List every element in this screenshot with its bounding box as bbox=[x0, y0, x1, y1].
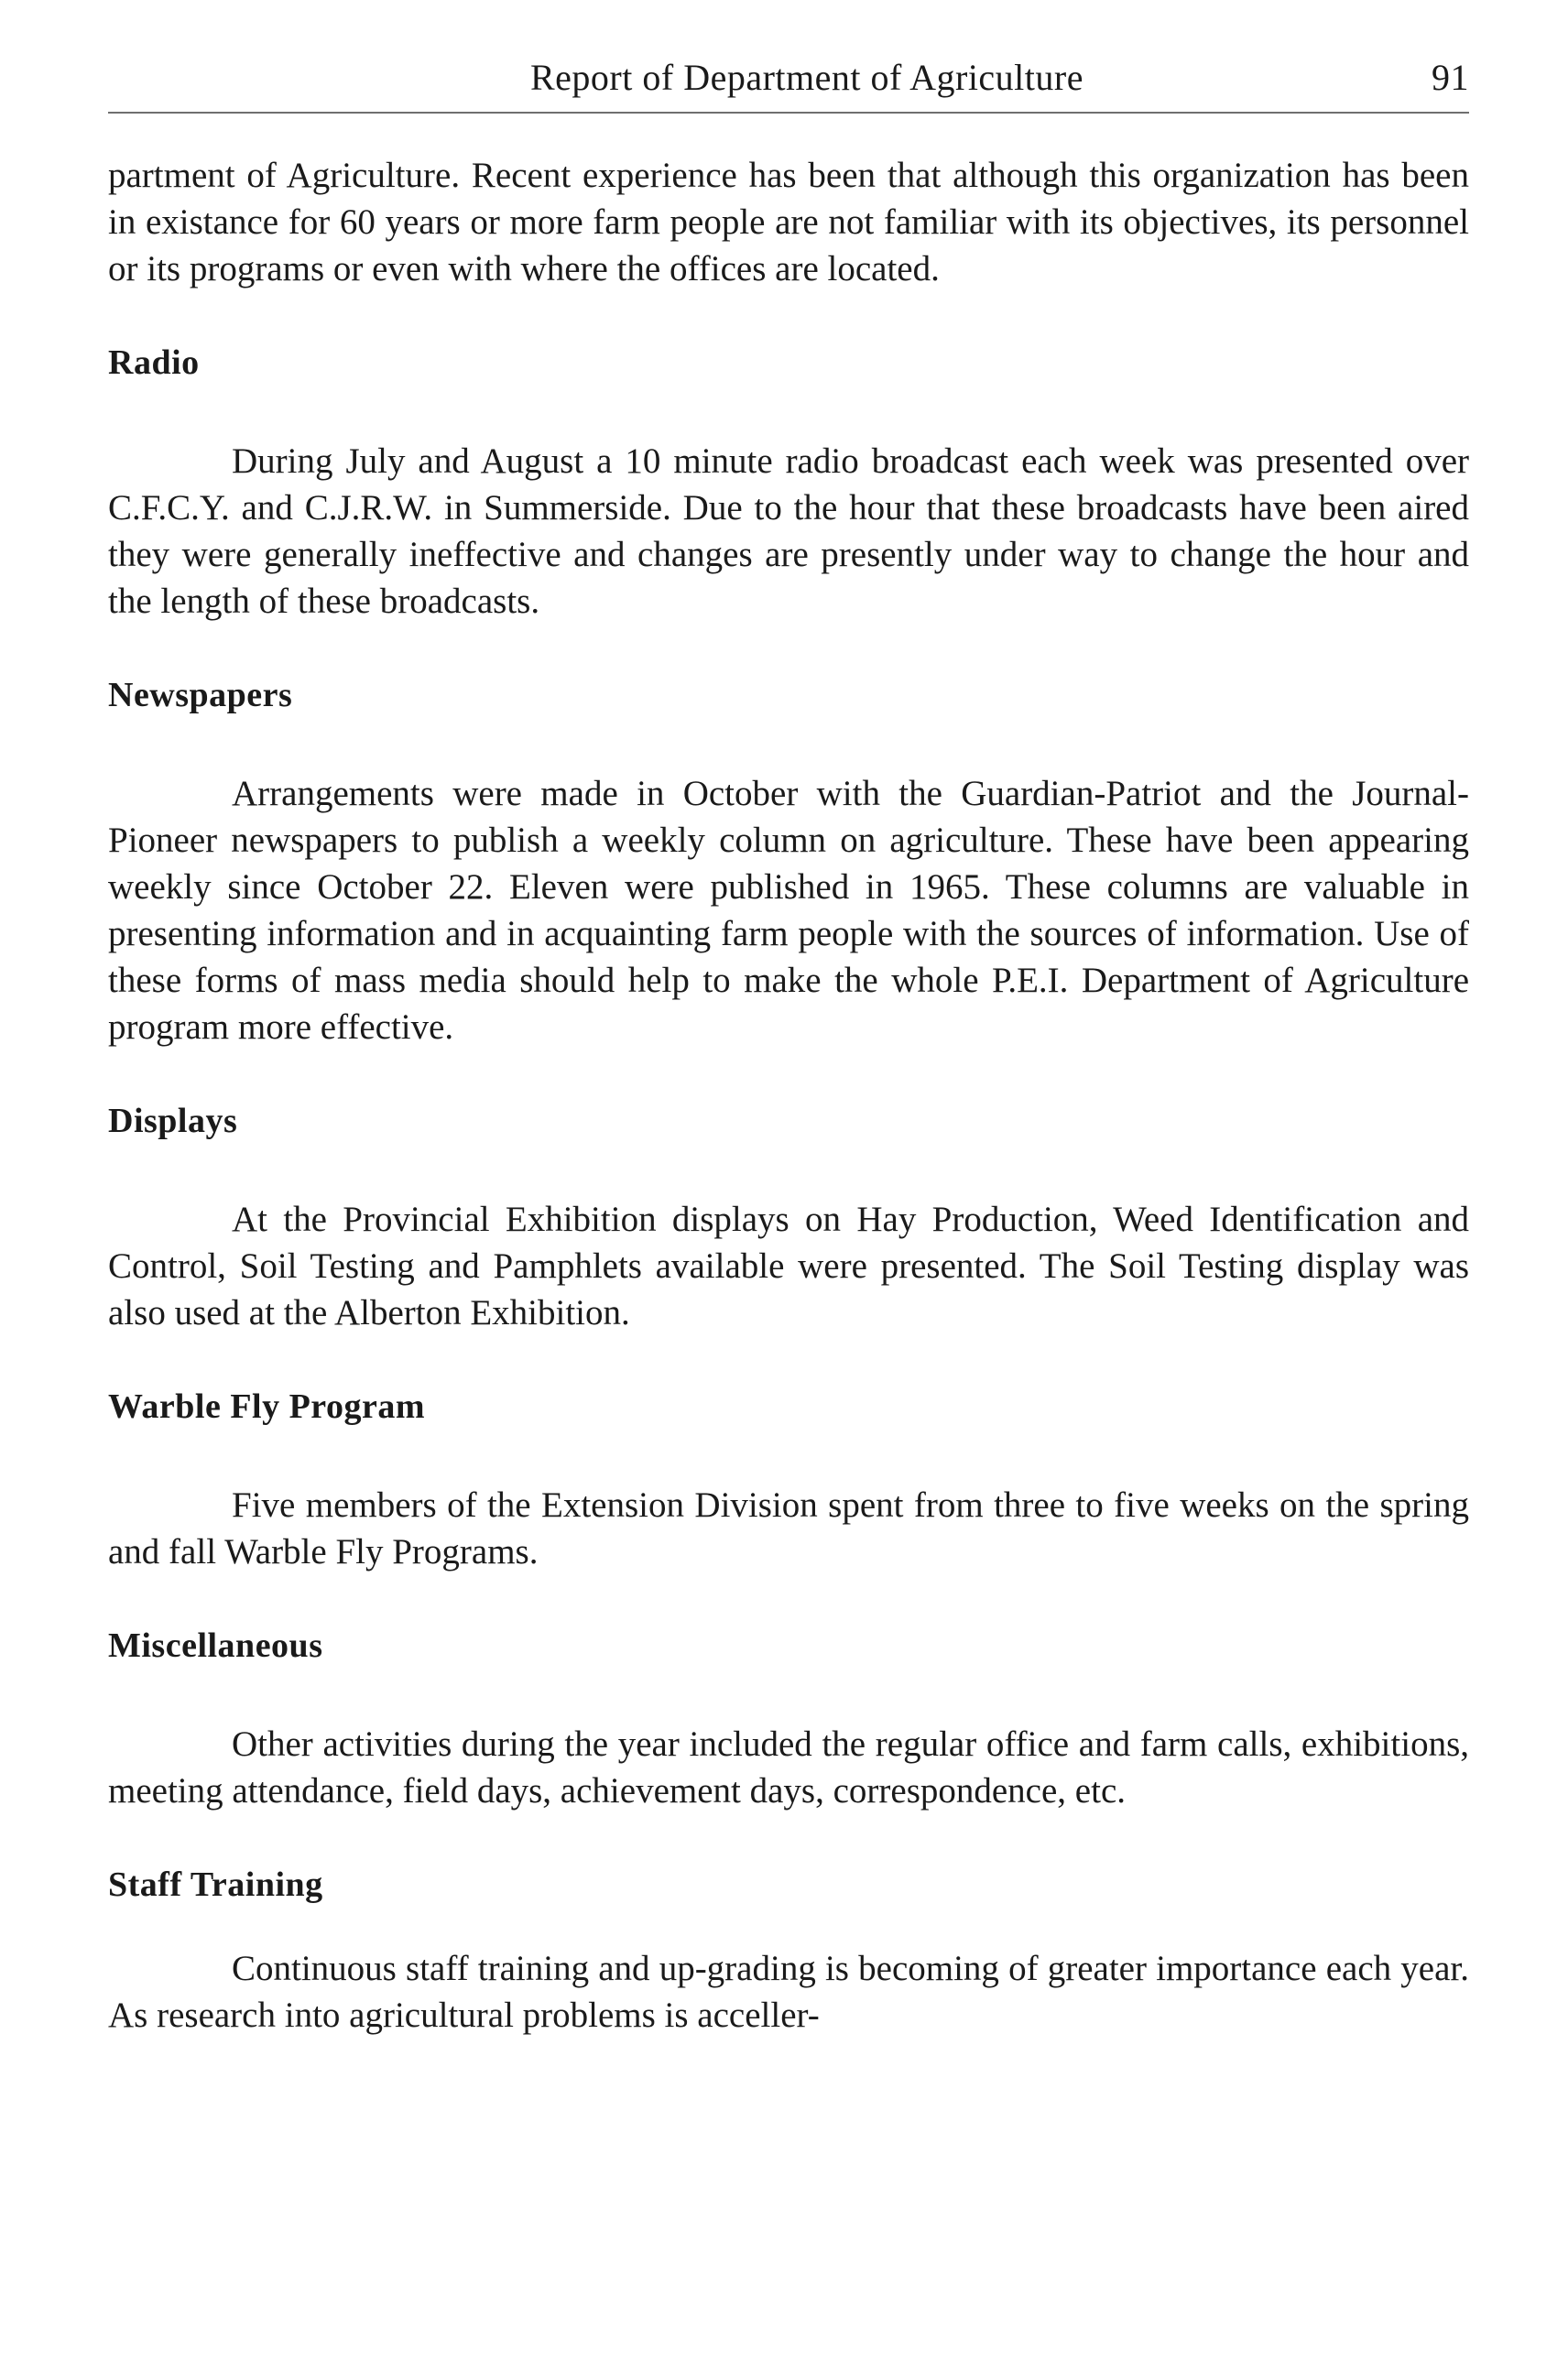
section-body-miscellaneous: Other activities during the year included the regular office and farm calls, exhibitions, meeting attendance, field days, achievement days, correspondence, etc. bbox=[108, 1724, 1469, 1811]
section-heading-warble-fly: Warble Fly Program bbox=[108, 1387, 426, 1426]
running-header-title: Report of Department of Agriculture bbox=[530, 57, 1083, 98]
section-heading-displays: Displays bbox=[108, 1102, 238, 1140]
section-heading-radio: Radio bbox=[108, 343, 200, 382]
section-body-displays: At the Provincial Exhibition displays on Hay Production, Weed Identification and Control, Soil Testing and Pamphlets available were presented. The Soil Testing display was also used at the Alberton Exhibition. bbox=[108, 1200, 1469, 1332]
running-header bbox=[108, 46, 1469, 110]
page-number: 91 bbox=[1432, 57, 1469, 98]
section-heading-staff-training: Staff Training bbox=[108, 1865, 323, 1904]
section-heading-newspapers: Newspapers bbox=[108, 676, 293, 714]
section-body-radio: During July and August a 10 minute radio broadcast each week was presented over C.F.C.Y. and C.J.R.W. in Summerside. Due to the hour that these broadcasts have been aired they were generally ineffective and changes are presently under way to change the hour and the length of these broadcasts. bbox=[108, 441, 1469, 621]
section-heading-miscellaneous: Miscellaneous bbox=[108, 1626, 323, 1665]
document-page bbox=[108, 46, 1469, 2039]
intro-paragraph: partment of Agriculture. Recent experience has been that although this organization has been in existance for 60 years or more farm people are not familiar with its objectives, its personnel or its programs or even with where the offices are located. bbox=[108, 156, 1469, 288]
header-rule bbox=[108, 112, 1469, 114]
section-body-warble-fly: Five members of the Extension Division spent from three to five weeks on the spring and fall Warble Fly Programs. bbox=[108, 1485, 1469, 1572]
section-body-staff-training: Continuous staff training and up-grading is becoming of greater importance each year. As research into agricultural problems is acceller- bbox=[108, 1949, 1469, 2035]
section-body-newspapers: Arrangements were made in October with the Guardian-Patriot and the Journal-Pioneer newspapers to publish a weekly column on agriculture. These have been appearing weekly since October 22. Eleven were published in 1965. These columns are valuable in presenting information and in acquainting farm people with the sources of information. Use of these forms of mass media should help to make the whole P.E.I. Department of Agriculture program more effective. bbox=[108, 774, 1469, 1047]
